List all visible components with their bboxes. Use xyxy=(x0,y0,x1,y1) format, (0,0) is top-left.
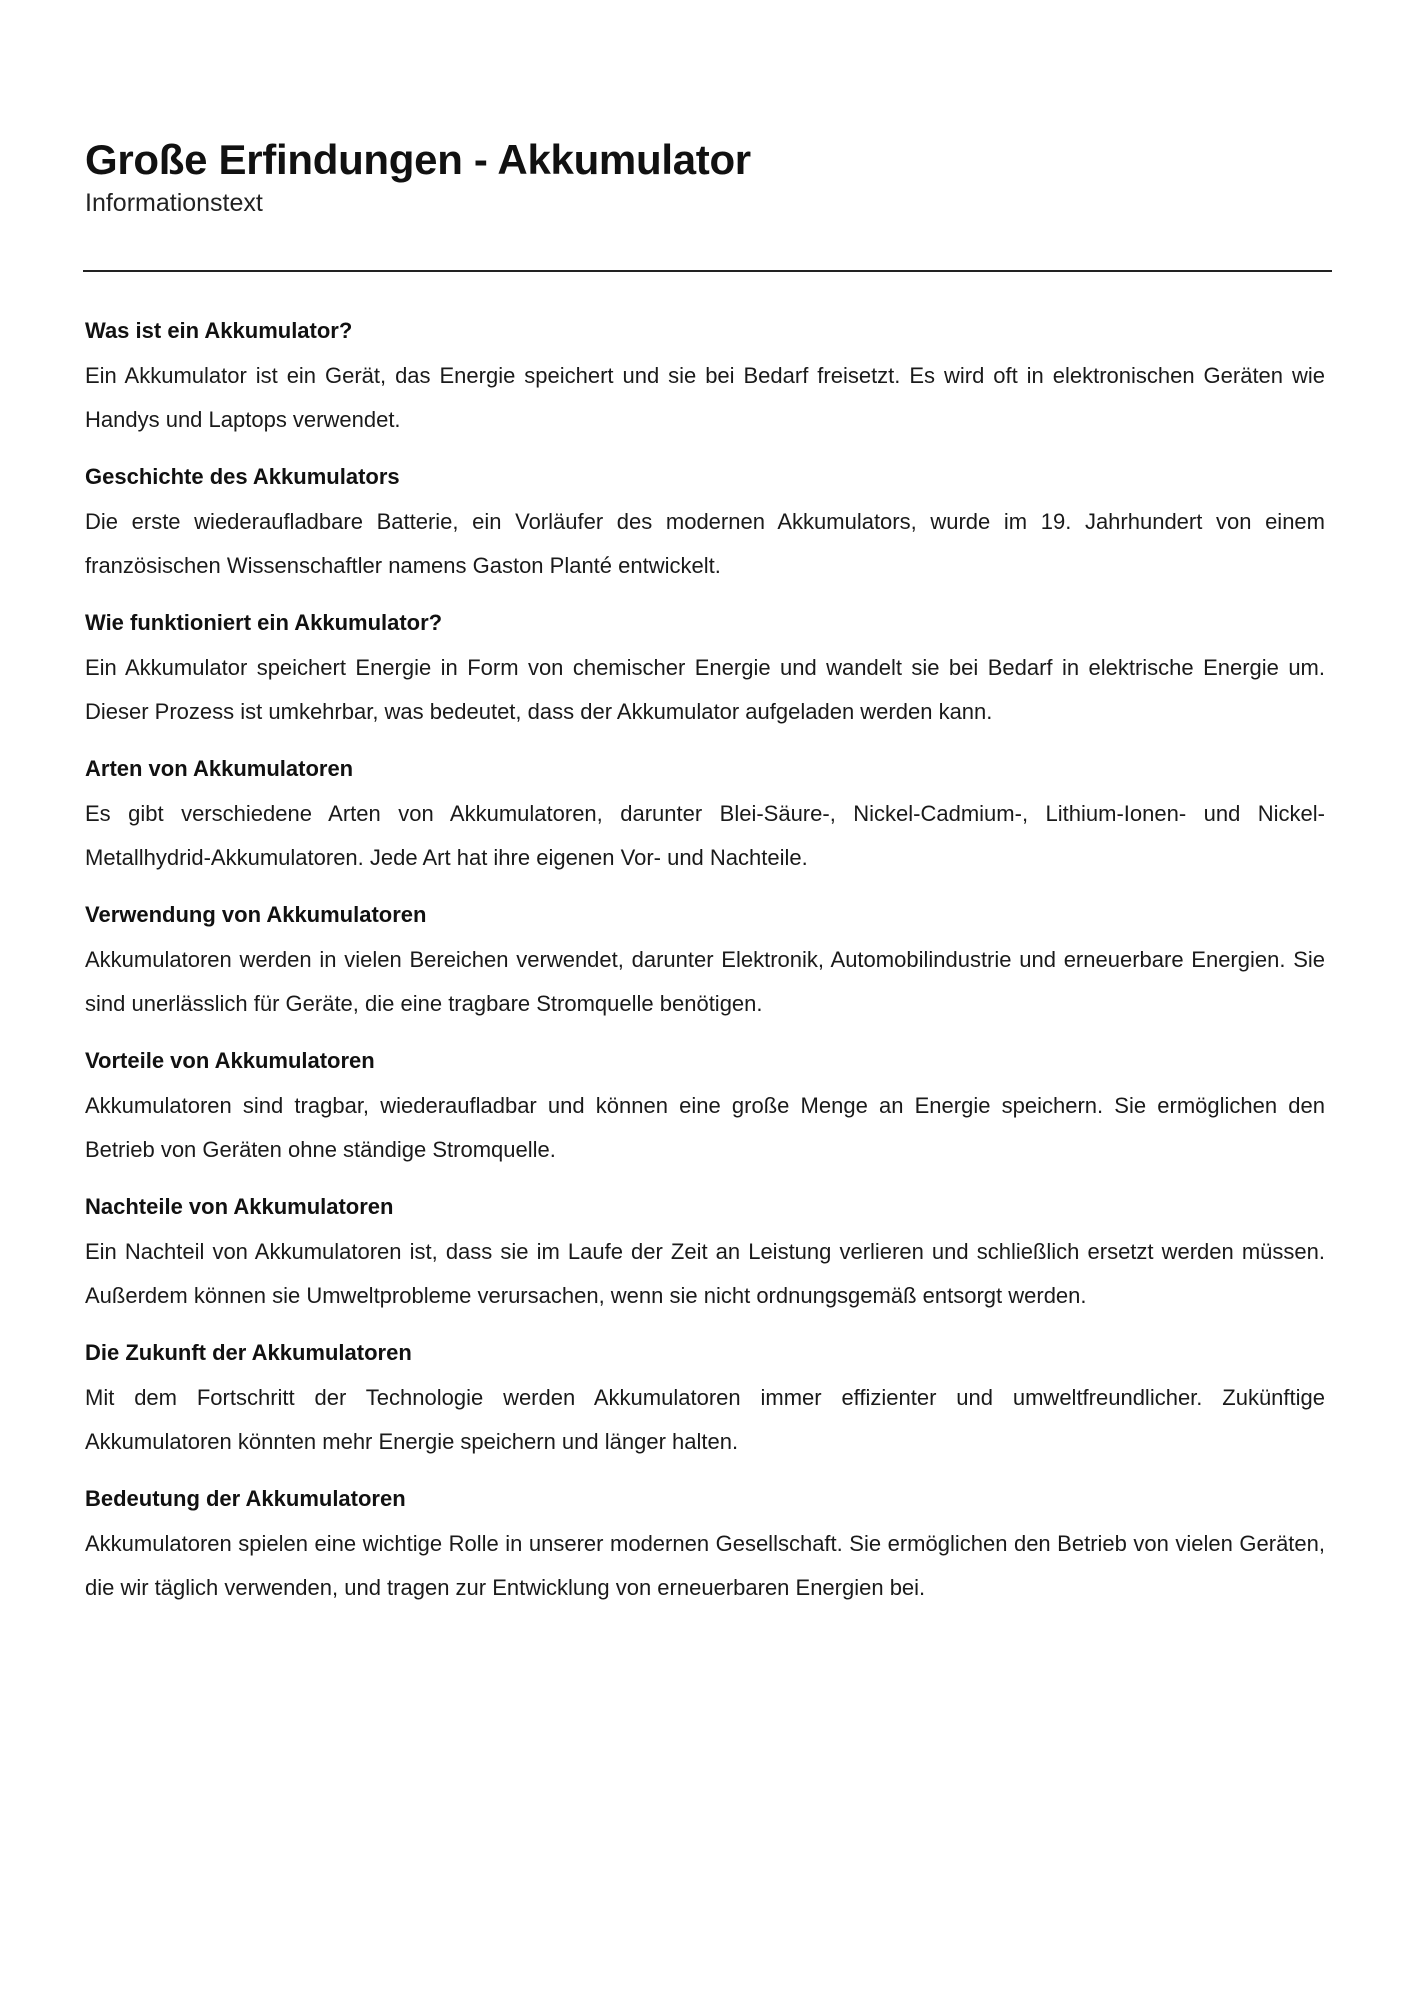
section-heading: Was ist ein Akkumulator? xyxy=(85,318,353,343)
page-title: Große Erfindungen - Akkumulator xyxy=(85,136,751,183)
section-text: Ein Nachteil von Akkumulatoren ist, dass sie im Laufe der Zeit an Leistung verlieren und schließlich ersetzt werden müssen. Außerdem können sie Umweltprobleme verursachen, wenn sie nicht ordnungsgemäß entsorgt werden. xyxy=(85,1239,1325,1308)
section-nachteile xyxy=(85,1190,1325,1318)
section-heading: Arten von Akkumulatoren xyxy=(85,756,354,781)
section-zukunft xyxy=(85,1336,1325,1464)
section-text: Die erste wiederaufladbare Batterie, ein Vorläufer des modernen Akkumulators, wurde im 19. Jahrhundert von einem französischen Wissenschaftler namens Gaston Planté entwickelt. xyxy=(85,509,1325,578)
section-heading: Vorteile von Akkumulatoren xyxy=(85,1048,375,1073)
section-text: Ein Akkumulator ist ein Gerät, das Energie speichert und sie bei Bedarf freisetzt. Es wird oft in elektronischen Geräten wie Handys und Laptops verwendet. xyxy=(85,363,1325,432)
section-heading: Geschichte des Akkumulators xyxy=(85,464,400,489)
section-text: Ein Akkumulator speichert Energie in Form von chemischer Energie und wandelt sie bei Bedarf in elektrische Energie um. Dieser Prozess ist umkehrbar, was bedeutet, dass der Akkumulator aufgeladen werden kann. xyxy=(85,655,1325,724)
section-heading: Nachteile von Akkumulatoren xyxy=(85,1194,394,1219)
section-text: Mit dem Fortschritt der Technologie werden Akkumulatoren immer effizienter und umweltfreundlicher. Zukünftige Akkumulatoren könnten mehr Energie speichern und länger halten. xyxy=(85,1385,1325,1454)
section-verwendung xyxy=(85,898,1325,1026)
section-heading: Wie funktioniert ein Akkumulator? xyxy=(85,610,443,635)
section-text: Akkumulatoren spielen eine wichtige Rolle in unserer modernen Gesellschaft. Sie ermöglichen den Betrieb von vielen Geräten, die wir täglich verwenden, und tragen zur Entwicklung von erneuerbaren Energien bei. xyxy=(85,1531,1325,1600)
section-funktion xyxy=(85,606,1325,734)
section-bedeutung xyxy=(85,1482,1325,1610)
section-heading: Die Zukunft der Akkumulatoren xyxy=(85,1340,412,1365)
section-heading: Verwendung von Akkumulatoren xyxy=(85,902,427,927)
section-text: Akkumulatoren sind tragbar, wiederaufladbar und können eine große Menge an Energie speichern. Sie ermöglichen den Betrieb von Geräten ohne ständige Stromquelle. xyxy=(85,1093,1325,1162)
section-vorteile xyxy=(85,1044,1325,1172)
document-body xyxy=(85,314,1325,1628)
section-geschichte xyxy=(85,460,1325,588)
page-subtitle: Informationstext xyxy=(85,189,263,217)
section-arten xyxy=(85,752,1325,880)
section-was-ist xyxy=(85,314,1325,442)
section-heading: Bedeutung der Akkumulatoren xyxy=(85,1486,406,1511)
header-divider xyxy=(83,270,1332,272)
section-text: Es gibt verschiedene Arten von Akkumulatoren, darunter Blei-Säure-, Nickel-Cadmium-, Lithium-Ionen- und Nickel-Metallhydrid-Akkumulatoren. Jede Art hat ihre eigenen Vor- und Nachteile. xyxy=(85,801,1325,870)
section-text: Akkumulatoren werden in vielen Bereichen verwendet, darunter Elektronik, Automobilindustrie und erneuerbare Energien. Sie sind unerlässlich für Geräte, die eine tragbare Stromquelle benötigen. xyxy=(85,947,1325,1016)
